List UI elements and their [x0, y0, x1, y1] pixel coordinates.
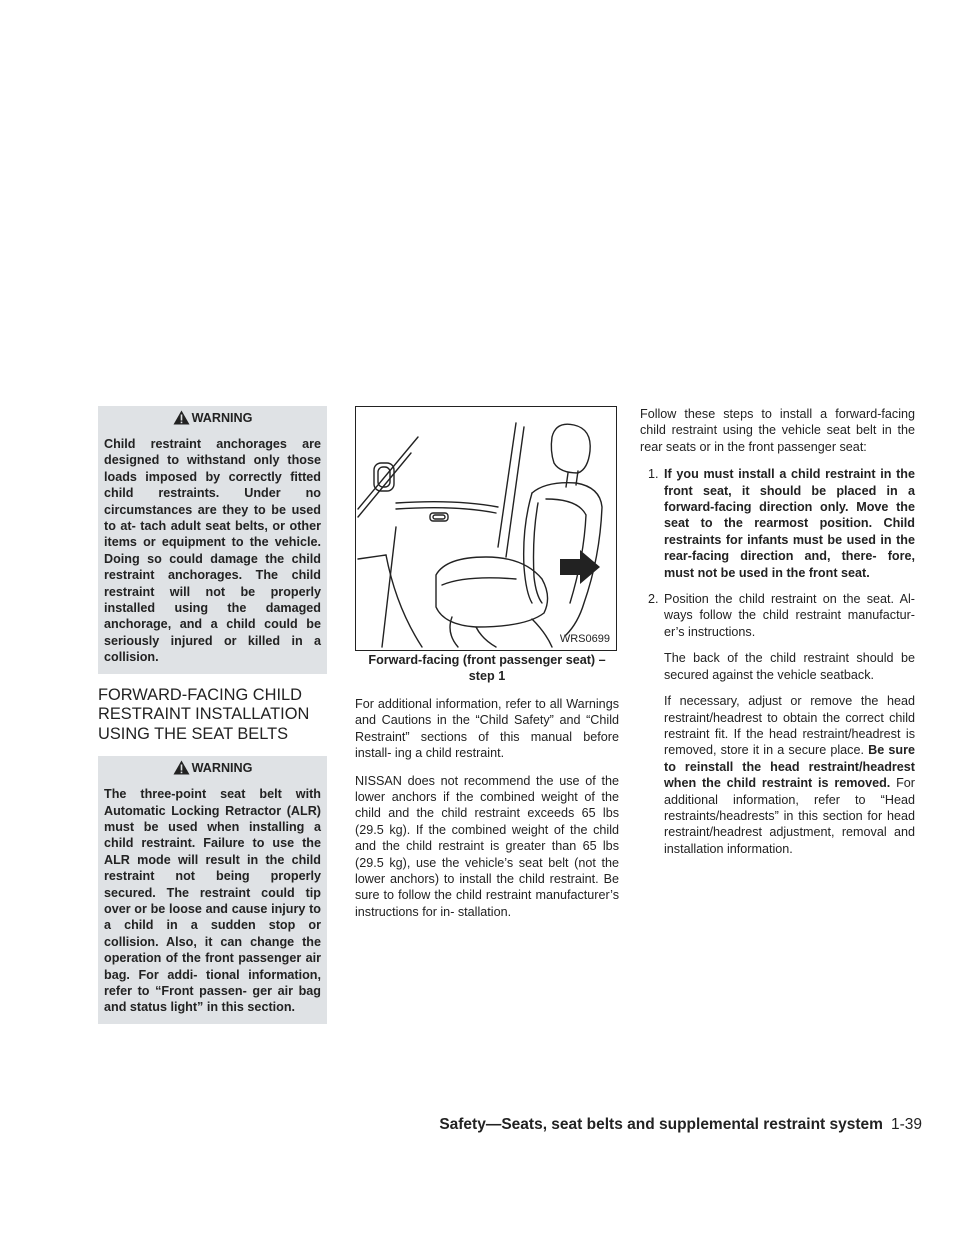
footer-section-title: Safety—Seats, seat belts and supplemental restraint system — [439, 1116, 883, 1133]
forward-arrow — [560, 550, 600, 584]
page-number: 1-39 — [890, 1116, 922, 1133]
step-2 — [640, 591, 915, 640]
headrest-bold-text: Be sure to reinstall the head restraint/headrest when the child restraint is removed. — [664, 743, 916, 791]
warning-label: WARNING — [191, 411, 253, 425]
figure-caption: Forward-facing (front passenger seat) – step 1 — [368, 653, 606, 683]
step-text: If you must install a child restraint in the front seat, it should be placed in a forward-facing direction only. Move the seat to the rearmost position. Child restraints for infants must be used in the rear-facing direction and, there- fore, must not be used in the front seat. — [664, 467, 915, 580]
warning-box-alr — [98, 756, 327, 1024]
warning-triangle-icon — [173, 760, 190, 775]
figure-code: WRS0699 — [559, 632, 610, 645]
warning-box-anchorages — [98, 406, 327, 674]
headrest-reference-text: For additional information, refer to “Head restraints/headrests” in this section for head restraint/headrest adjustment, removal and installation information. — [664, 776, 915, 856]
left-column — [98, 406, 327, 1024]
paragraph-intro: Follow these steps to install a forward-facing child restraint using the vehicle seat belt in the rear seats or in the front passenger seat: — [640, 407, 915, 454]
warning-text: Child restraint anchorages are designed to withstand only those loads imposed by correctly fitted child restraints. Under no circumstances are they to be used to at- tach adult seat belts, or other items or equipment to the vehicle. Doing so could damage the child restraint anchorages. The child restraint will not be properly installed using the damaged anchorage, and a child could be seriously injured or killed in a collision. — [104, 437, 321, 665]
step-2-headrest-note — [640, 693, 915, 857]
page-footer — [400, 1116, 922, 1134]
step-2-seatback-note: The back of the child restraint should be secured against the vehicle seatback. — [664, 651, 915, 682]
headrest-text: If necessary, adjust or remove the head restraint/headrest to obtain the correct child restraint fit. If the head restraint/headrest is removed, store it in a secure place. — [664, 694, 915, 758]
paragraph-additional-info: For additional information, refer to all Warnings and Cautions in the “Child Safety” and “Child Restraint” sections of this manual before install- ing a child restraint. — [355, 697, 619, 761]
warning-header — [98, 406, 327, 430]
right-column — [640, 406, 915, 867]
paragraph-lower-anchors: NISSAN does not recommend the use of the lower anchors if the combined weight of the child and the child restraint exceeds 65 lbs (29.5 kg). If the combined weight of the child and the child restraint is greater than 65 lbs (29.5 kg), use the vehicle’s seat belt (not the lower anchors) to install the child restraint. Be sure to follow the child restraint manufacturer’s instructions for in- stallation. — [355, 773, 619, 919]
step-number: 2. — [648, 592, 659, 607]
section-heading: FORWARD-FACING CHILD RESTRAINT INSTALLATION USING THE SEAT BELTS — [98, 685, 310, 743]
seat-illustration — [355, 406, 617, 651]
warning-text: The three-point seat belt with Automatic Locking Retractor (ALR) must be used when installing a child restraint. Failure to use the ALR mode will result in the child restraint not being properly secured. The restraint could tip over or be loose and cause injury to a child in a sudden stop or collision. Also, it can change the operation of the front passenger air bag. For addi- tional information, refer to “Front passen- ger air bag and status light” in this section. — [104, 787, 321, 1015]
step-number: 1. — [648, 467, 659, 482]
front-passenger-seat-drawing — [356, 407, 616, 650]
step-1 — [640, 466, 915, 581]
step-text: Position the child restraint on the seat. Al- ways follow the child restraint manufactur- er’s instructions. — [664, 592, 915, 639]
warning-label: WARNING — [191, 761, 253, 776]
warning-triangle-icon — [173, 410, 190, 425]
middle-column — [355, 406, 619, 931]
warning-header — [98, 756, 327, 780]
